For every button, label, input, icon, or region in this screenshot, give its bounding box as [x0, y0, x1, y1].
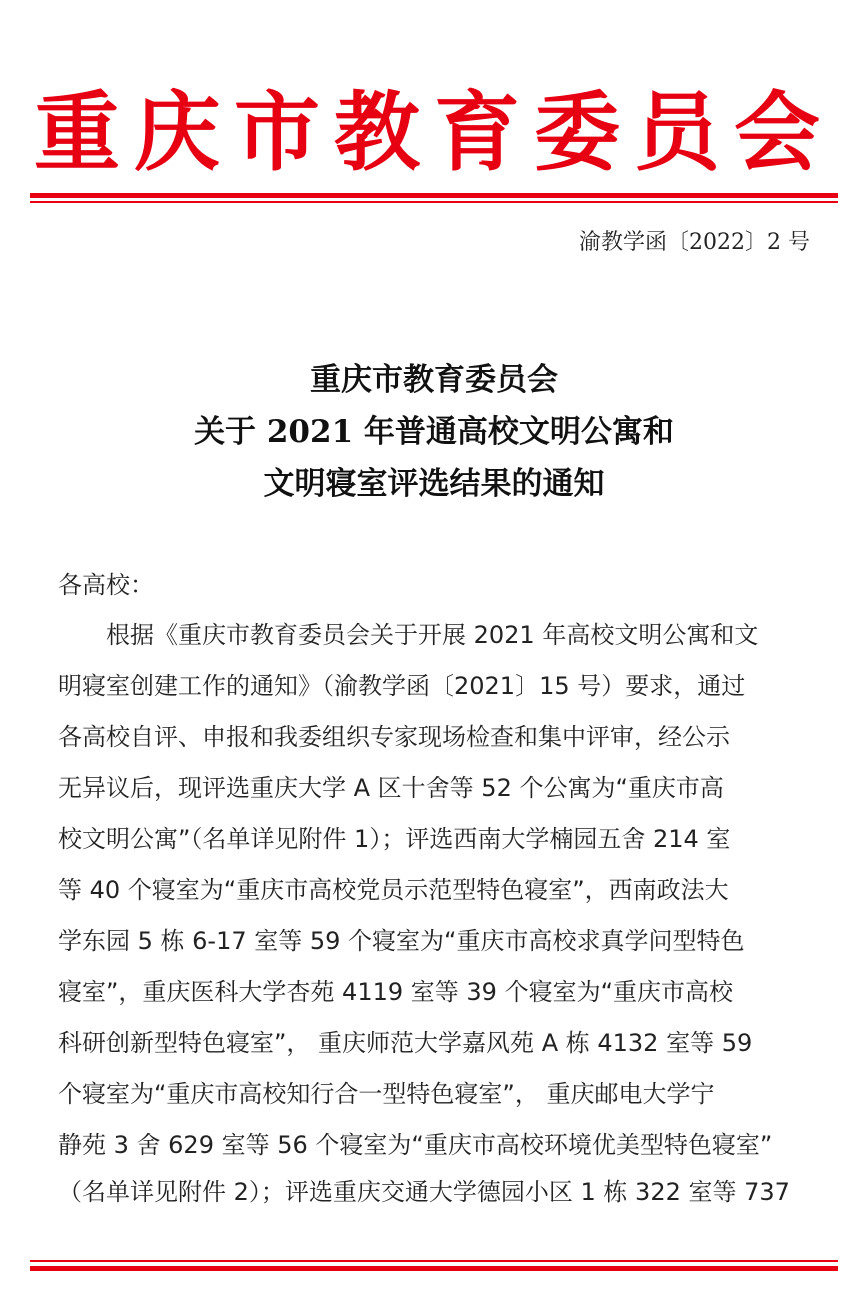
body-line: 无异议后，现评选重庆大学 A 区十舍等 52 个公寓为“重庆市高 [58, 774, 724, 802]
body-line: 学东园 5 栋 6-17 室等 59 个寝室为“重庆市高校求真学问型特色 [58, 927, 745, 955]
footer-red-rule-thin [30, 1260, 838, 1262]
body-line: 校文明公寓”（名单详见附件 1）；评选西南大学楠园五舍 214 室 [58, 825, 731, 853]
body-line: 根据《重庆市教育委员会关于开展 2021 年高校文明公寓和文 [58, 621, 759, 649]
body-line: （名单详见附件 2）；评选重庆交通大学德园小区 1 栋 322 室等 737 [58, 1178, 790, 1206]
title-line-2: 关于 2021 年普通高校文明公寓和 [194, 414, 674, 450]
body-line: 寝室”，重庆医科大学杏苑 4119 室等 39 个寝室为“重庆市高校 [58, 978, 733, 1006]
header-red-rule-thin [30, 201, 838, 203]
salutation: 各高校： [58, 571, 154, 599]
body-line: 个寝室为“重庆市高校知行合一型特色寝室”， 重庆邮电大学宁 [58, 1080, 715, 1108]
footer-red-rule-thick [30, 1266, 838, 1271]
body-line: 各高校自评、申报和我委组织专家现场检查和集中评审，经公示 [58, 723, 730, 751]
header-red-rule-thick [30, 193, 838, 198]
body-line: 明寝室创建工作的通知》（渝教学函〔2021〕15 号）要求，通过 [58, 672, 746, 700]
document-number: 渝教学函〔2022〕2 号 [579, 230, 810, 255]
organization-header: 重庆市教育委员会 [34, 82, 834, 183]
title-line-3: 文明寝室评选结果的通知 [263, 466, 605, 502]
body-line: 静苑 3 舍 629 室等 56 个寝室为“重庆市高校环境优美型特色寝室” [58, 1131, 773, 1159]
title-line-1: 重庆市教育委员会 [310, 362, 558, 398]
body-line: 等 40 个寝室为“重庆市高校党员示范型特色寝室”，西南政法大 [58, 876, 729, 904]
body-line: 科研创新型特色寝室”， 重庆师范大学嘉风苑 A 栋 4132 室等 59 [58, 1029, 753, 1057]
